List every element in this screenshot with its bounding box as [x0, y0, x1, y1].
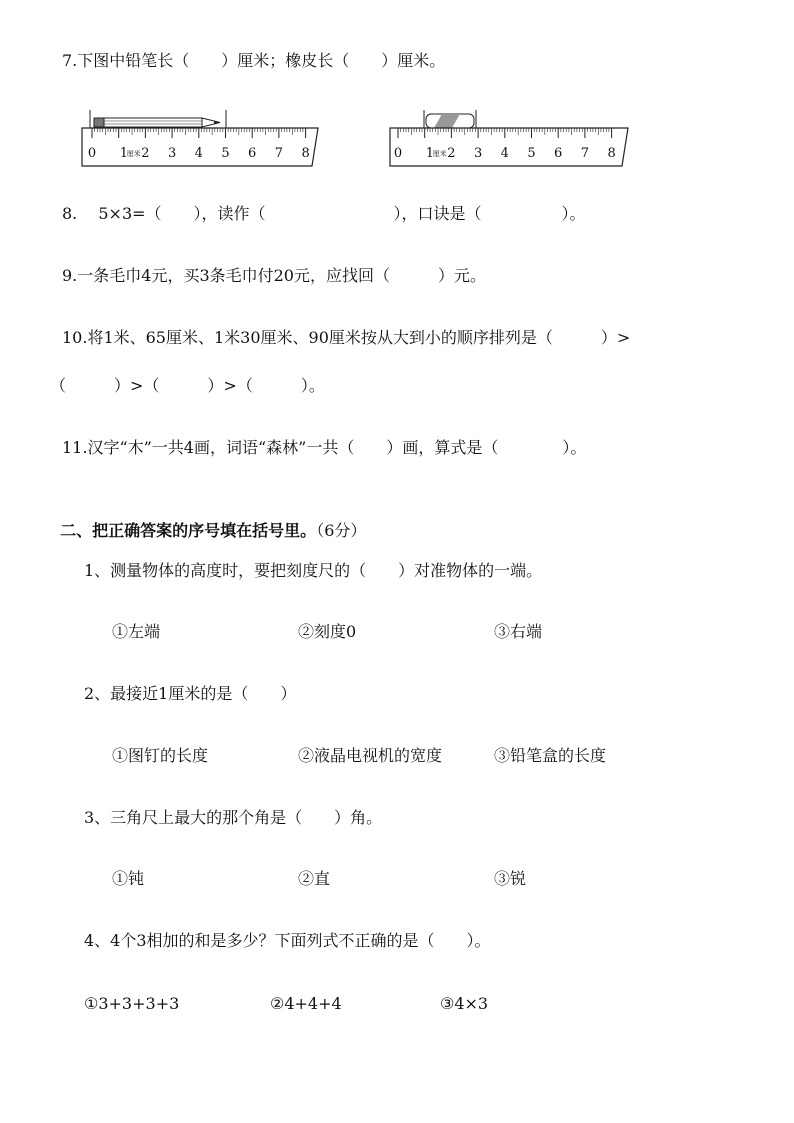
ruler-label: 2	[141, 146, 150, 161]
question-8: 8. 5×3=（ ），读作（ ），口诀是（ ）。	[62, 204, 586, 223]
mc-question-4: 4、4个3相加的和是多少？下面列式不正确的是（ ）。	[84, 931, 491, 950]
section-2-heading	[50, 498, 366, 542]
ruler-label: 4	[194, 146, 203, 161]
question-10-line-1: 10.将1米、65厘米、1米30厘米、90厘米按从大到小的顺序排列是（ ）>	[62, 328, 631, 347]
eraser-icon	[424, 110, 476, 128]
ruler-labels	[88, 146, 310, 161]
mc-3-option-1: ①钝	[112, 869, 145, 888]
mc-question-1: 1、测量物体的高度时，要把刻度尺的（ ）对准物体的一端。	[84, 561, 543, 580]
section-2-points: （6分）	[316, 521, 367, 540]
ruler-label: 5	[527, 146, 536, 161]
ruler-label: 6	[554, 146, 563, 161]
ruler-label: 1	[425, 146, 434, 161]
ruler-label: 3	[473, 146, 483, 161]
question-10-line-2: （ ）>（ ）>（ ）。	[50, 376, 325, 395]
ruler-label: 0	[87, 146, 97, 161]
question-11: 11.汉字“木”一共4画，词语“森林”一共（ ）画，算式是（ ）。	[62, 438, 587, 457]
ruler-unit-label: 厘米	[432, 150, 447, 158]
question-9: 9.一条毛巾4元，买3条毛巾付20元，应找回（ ）元。	[62, 266, 486, 285]
mc-2-option-3: ③铅笔盒的长度	[494, 746, 607, 765]
ruler-label: 1	[119, 146, 128, 161]
mc-4-option-2: ②4+4+4	[270, 994, 342, 1013]
ruler-label: 3	[167, 146, 177, 161]
question-7: 7.下图中铅笔长（ ）厘米；橡皮长（ ）厘米。	[62, 51, 446, 70]
mc-4-option-1: ①3+3+3+3	[84, 994, 180, 1013]
mc-2-option-2: ②液晶电视机的宽度	[298, 746, 443, 765]
ruler-label: 6	[248, 146, 257, 161]
ruler-unit-label: 厘米	[126, 150, 141, 158]
ruler-label: 4	[500, 146, 509, 161]
ruler-with-pencil	[80, 108, 330, 168]
mc-3-option-3: ③锐	[494, 869, 527, 888]
ruler-label: 5	[221, 146, 230, 161]
ruler-label: 8	[607, 146, 616, 161]
mc-2-option-1: ①图钉的长度	[112, 746, 209, 765]
ruler-labels	[394, 146, 616, 161]
ruler-label: 7	[580, 146, 590, 161]
ruler-label: 0	[393, 146, 403, 161]
mc-4-option-3: ③4×3	[440, 994, 489, 1013]
mc-question-3: 3、三角尺上最大的那个角是（ ）角。	[84, 808, 383, 827]
mc-1-option-3: ③右端	[494, 622, 543, 641]
section-2-title: 二、把正确答案的序号填在括号里。	[60, 521, 317, 540]
ruler-label: 8	[301, 146, 310, 161]
ruler-label: 2	[447, 146, 456, 161]
pencil-icon	[90, 110, 226, 128]
mc-1-option-1: ①左端	[112, 622, 161, 641]
mc-1-option-2: ②刻度0	[298, 622, 357, 641]
mc-3-option-2: ②直	[298, 869, 331, 888]
mc-question-2: 2、最接近1厘米的是（ ）	[84, 684, 297, 703]
ruler-label: 7	[274, 146, 284, 161]
ruler-with-eraser	[388, 108, 638, 168]
